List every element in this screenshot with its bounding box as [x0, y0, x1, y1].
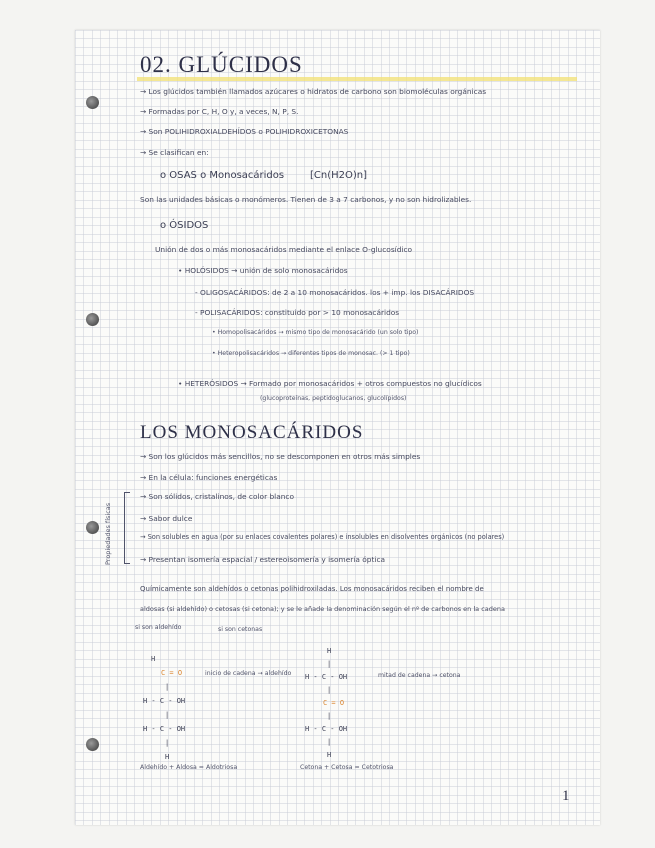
note-cetona: si son cetonas [218, 626, 263, 633]
binder-hole-1 [86, 96, 99, 109]
mono-bullet-simple: → Son los glúcidos más sencillos, no se descomponen en otros más simples [140, 452, 421, 461]
binder-hole-2 [86, 313, 99, 326]
mono-bullet-solubility: → Son solubles en agua (por su enlaces covalentes polares) e insolubles en disolventes orgánicos (no polares) [140, 533, 505, 541]
osas-heading: o OSAS o Monosacáridos [160, 170, 285, 181]
bullet-classification: → Se clasifican en: [140, 148, 209, 157]
osidos-description: Unión de dos o más monosacáridos mediante el enlace O-glucosídico [155, 245, 413, 254]
monosacaridos-heading: LOS MONOSACÁRIDOS [140, 422, 364, 443]
page-title: 02. GLÚCIDOS [140, 52, 303, 77]
osidos-heading: o ÓSIDOS [160, 220, 209, 231]
oligosacaridos-item: - OLIGOSACÁRIDOS: de 2 a 10 monosacáridos. los + imp. los DISACÁRIDOS [195, 288, 475, 297]
homopolisacaridos-item: • Homopolisacáridos → mismo tipo de monosacárido (un solo tipo) [212, 329, 419, 336]
binder-hole-4 [86, 738, 99, 751]
mono-bullet-isomeria: → Presentan isomería espacial / estereoisomería y isomería óptica [140, 555, 386, 564]
mono-bullet-solid: → Son sólidos, cristalinos, de color blanco [140, 492, 295, 501]
bullet-definition: → Los glúcidos también llamados azúcares o hidratos de carbono son biomoléculas orgánicas [140, 87, 487, 96]
bullet-types: → Son POLIHIDROXIALDEHÍDOS o POLIHIDROXICETONAS [140, 127, 349, 136]
polisacaridos-item: - POLISACÁRIDOS: constituido por > 10 monosacáridos [195, 308, 400, 317]
chemistry-paragraph-2: aldosas (si aldehído) o cetosas (si cetona); y se le añade la denominación según el nº de carbonos en la cadena [140, 605, 506, 613]
mono-bullet-function: → En la célula: funciones energéticas [140, 473, 278, 482]
heterosidos-item: • HETERÓSIDOS → Formado por monosacáridos + otros compuestos no glucídicos [178, 379, 482, 388]
holosidos-item: • HOLÓSIDOS → unión de solo monosacáridos [178, 266, 348, 275]
aldosa-caption: Aldehído + Aldosa = Aldotriosa [140, 764, 238, 771]
chemistry-paragraph-1: Químicamente son aldehídos o cetonas polihidroxiladas. Los monosacáridos reciben el nombre de [140, 585, 484, 593]
general-formula: [Cn(H2O)n] [310, 170, 368, 181]
heteropolisacaridos-item: • Heteropolisacáridos → diferentes tipos de monosac. (> 1 tipo) [212, 350, 410, 357]
aldotriosa-structure: H C = O | H - C - OH | H - C - OH | H [143, 655, 186, 761]
cetotriosa-structure: H | H - C - OH | C = O | H - C - OH | H [305, 647, 348, 759]
osas-description: Son las unidades básicas o monómeros. Tienen de 3 a 7 carbonos, y no son hidrolizables. [140, 195, 472, 204]
cetosa-caption: Cetona + Cetosa = Cetotriosa [300, 764, 394, 771]
binder-hole-3 [86, 521, 99, 534]
page-number: 1 [562, 788, 570, 804]
aldehyde-position-note: inicio de cadena → aldehído [205, 670, 292, 677]
properties-brace [124, 492, 130, 564]
ketone-position-note: mitad de cadena → cetona [378, 672, 461, 679]
mono-bullet-taste: → Sabor dulce [140, 514, 193, 523]
bullet-elements: → Formadas por C, H, O y, a veces, N, P, S. [140, 107, 299, 116]
heterosidos-examples: (glucoproteínas, peptidoglucanos, glucolípidos) [260, 395, 407, 402]
note-aldehido: si son aldehído [135, 624, 182, 631]
properties-side-label: Propiedades físicas [104, 502, 112, 565]
